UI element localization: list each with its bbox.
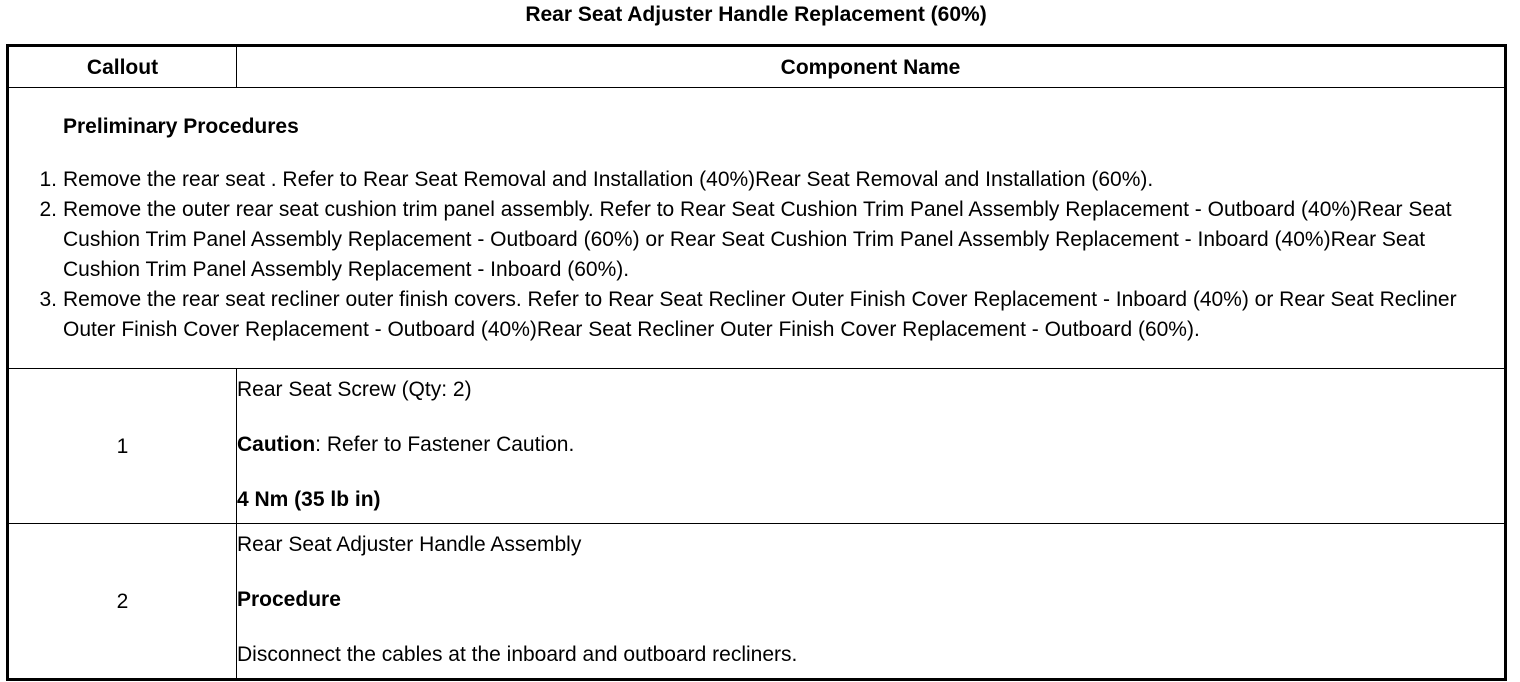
preliminary-procedures-title: Preliminary Procedures <box>63 114 299 138</box>
component-cell <box>237 369 1506 524</box>
callout-number: 2 <box>8 524 237 680</box>
table-row <box>8 369 1506 524</box>
callout-header: Callout <box>8 46 237 88</box>
step-number: 1. <box>39 167 57 191</box>
preliminary-procedures-cell <box>8 88 1506 369</box>
caution-line <box>237 424 1504 479</box>
caution-text: : Refer to Fastener Caution. <box>315 433 575 456</box>
preliminary-steps-list <box>9 165 1504 345</box>
preliminary-row <box>8 88 1506 369</box>
component-name: Rear Seat Adjuster Handle Assembly <box>237 533 582 556</box>
step-text: Remove the rear seat recliner outer finish covers. Refer to Rear Seat Recliner Outer Finish Cover Replacement - Inboard (40%) or Rear Seat Recliner Outer Finish Cover Replacement - Outboard (40%)Rear Seat Recliner Outer Finish Cover Replacement - Outboard (60%). <box>63 287 1457 341</box>
table-row <box>8 524 1506 680</box>
table-header-row <box>8 46 1506 88</box>
component-name-header: Component Name <box>237 46 1506 88</box>
page-title: Rear Seat Adjuster Handle Replacement (60%) <box>525 3 987 26</box>
procedure-table <box>6 44 1507 681</box>
callout-number: 1 <box>8 369 237 524</box>
torque-spec: 4 Nm (35 lb in) <box>237 488 381 511</box>
step-text: Remove the outer rear seat cushion trim panel assembly. Refer to Rear Seat Cushion Trim Panel Assembly Replacement - Outboard (40%)Rear Seat Cushion Trim Panel Assembly Replacement - Outboard (60%) or Rear Seat Cushion Trim Panel Assembly Replacement - Inboard (40%)Rear Seat Cushion Trim Panel Assembly Replacement - Inboard (60%). <box>63 197 1452 281</box>
component-name: Rear Seat Screw (Qty: 2) <box>237 378 472 401</box>
procedure-label: Procedure <box>237 588 341 611</box>
list-item <box>39 285 1484 345</box>
step-number: 3. <box>39 287 57 311</box>
procedure-text: Disconnect the cables at the inboard and outboard recliners. <box>237 643 798 666</box>
list-item <box>39 195 1484 285</box>
component-cell <box>237 524 1506 680</box>
step-number: 2. <box>39 197 57 221</box>
list-item <box>39 165 1484 195</box>
caution-label: Caution <box>237 433 316 456</box>
step-text: Remove the rear seat . Refer to Rear Seat Removal and Installation (40%)Rear Seat Removal and Installation (60%). <box>63 167 1154 191</box>
